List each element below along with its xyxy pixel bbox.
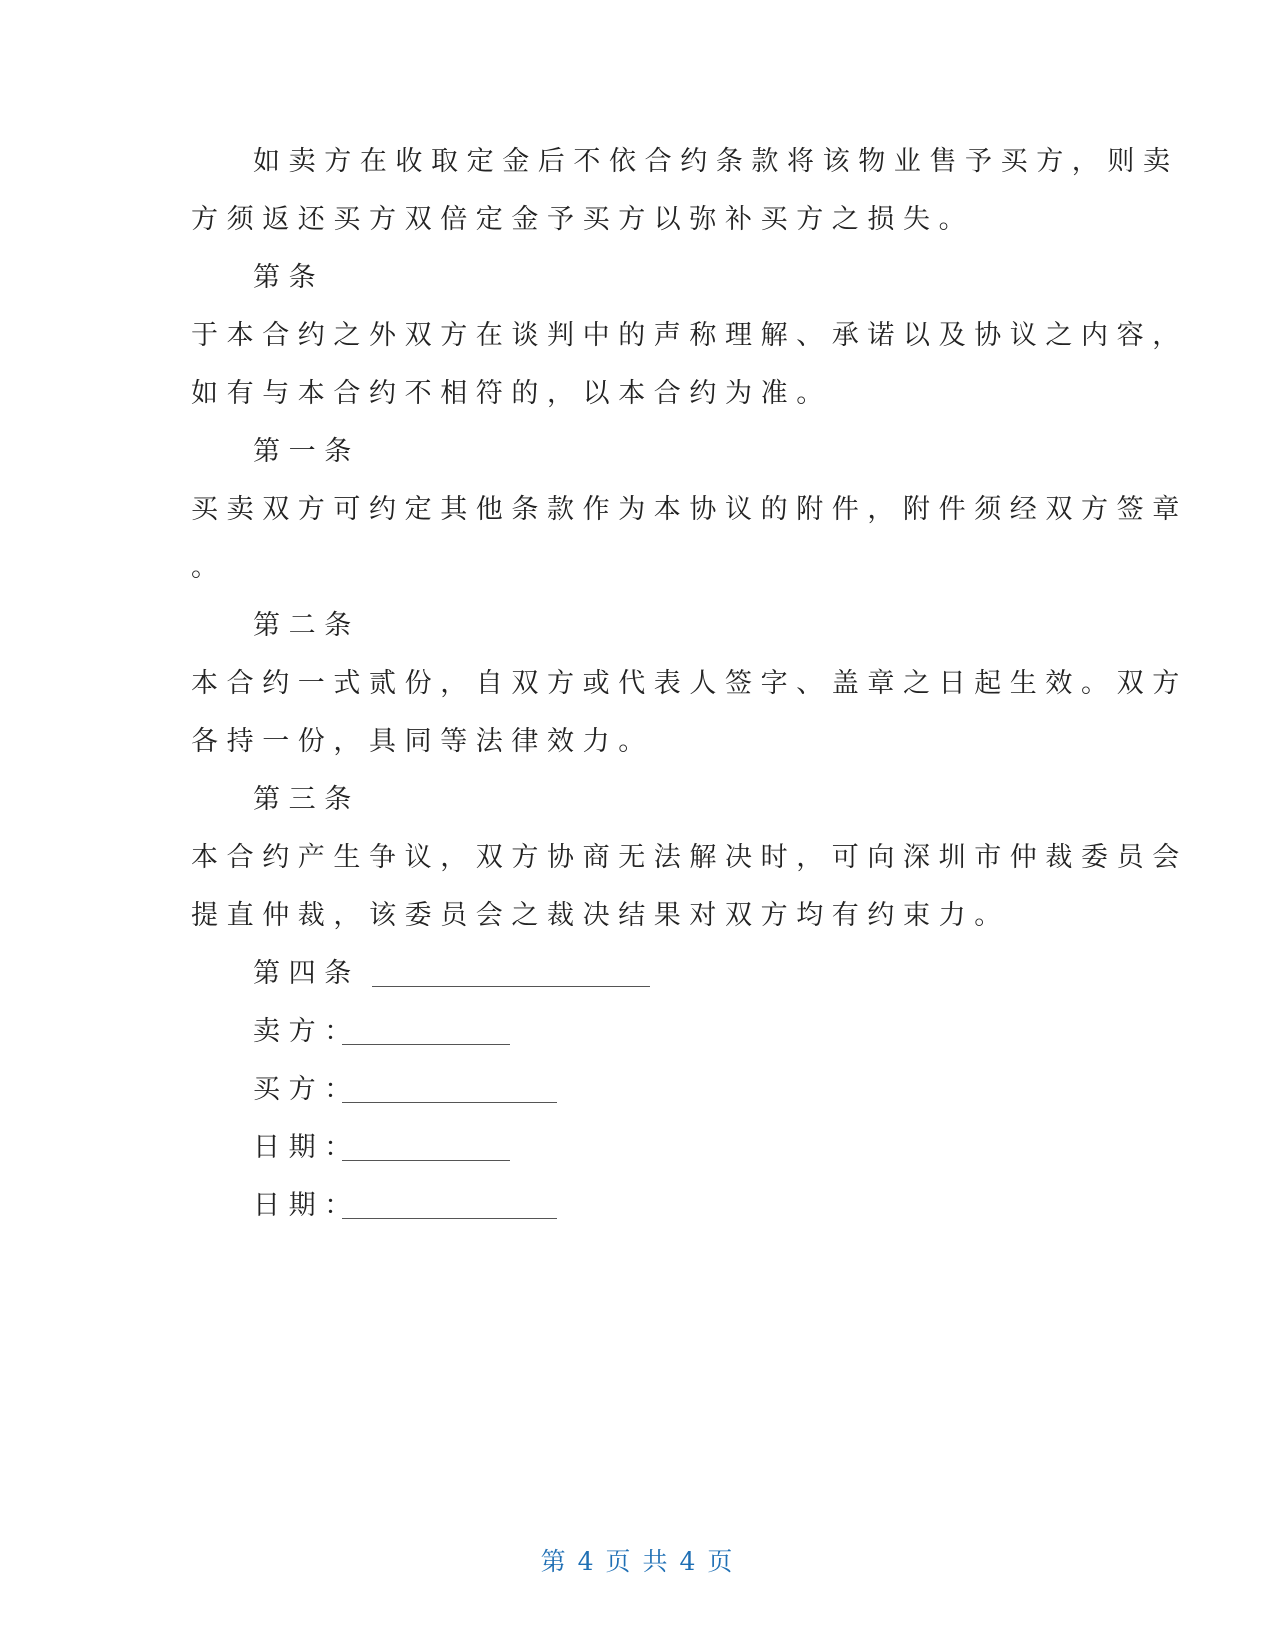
date-label: 日期：: [253, 1132, 360, 1163]
paragraph-line: 各持一份，具同等法律效力。: [191, 726, 654, 757]
article-heading: 第条: [253, 262, 325, 293]
paragraph-line: 本合约一式贰份，自双方或代表人签字、盖章之日起生效。双方: [191, 668, 1188, 699]
date-line[interactable]: [342, 1218, 557, 1219]
footer-prefix: 第: [540, 1547, 568, 1576]
page-footer: [0, 1542, 1275, 1578]
paragraph-line: 。: [191, 552, 227, 583]
paragraph-line: 方须返还买方双倍定金予买方以弥补买方之损失。: [191, 204, 975, 235]
paragraph-line: 如卖方在收取定金后不依合约条款将该物业售予买方，则卖: [253, 146, 1179, 177]
article-heading: 第二条: [253, 610, 360, 641]
buyer-label: 买方：: [253, 1074, 360, 1105]
paragraph-line: 本合约产生争议，双方协商无法解决时，可向深圳市仲裁委员会: [191, 842, 1188, 873]
footer-suffix: 页: [707, 1547, 735, 1576]
article-heading: 第一条: [253, 436, 360, 467]
seller-label: 卖方：: [253, 1016, 360, 1047]
buyer-signature-line[interactable]: [342, 1102, 557, 1103]
footer-total-pages: 4: [679, 1547, 698, 1576]
footer-middle: 页 共: [605, 1547, 670, 1576]
article-heading: 第三条: [253, 784, 360, 815]
paragraph-line: 买卖双方可约定其他条款作为本协议的附件，附件须经双方签章: [191, 494, 1188, 525]
seller-signature-line[interactable]: [342, 1044, 510, 1045]
paragraph-line: 提直仲裁，该委员会之裁决结果对双方均有约束力。: [191, 900, 1010, 931]
date-line[interactable]: [342, 1160, 510, 1161]
article-blank-line[interactable]: [372, 986, 650, 987]
article-heading-signature: 第四条: [253, 958, 360, 989]
paragraph-line: 如有与本合约不相符的，以本合约为准。: [191, 378, 832, 409]
date-label: 日期：: [253, 1190, 360, 1221]
paragraph-line: 于本合约之外双方在谈判中的声称理解、承诺以及协议之内容，: [191, 320, 1188, 351]
footer-current-page: 4: [577, 1547, 596, 1576]
